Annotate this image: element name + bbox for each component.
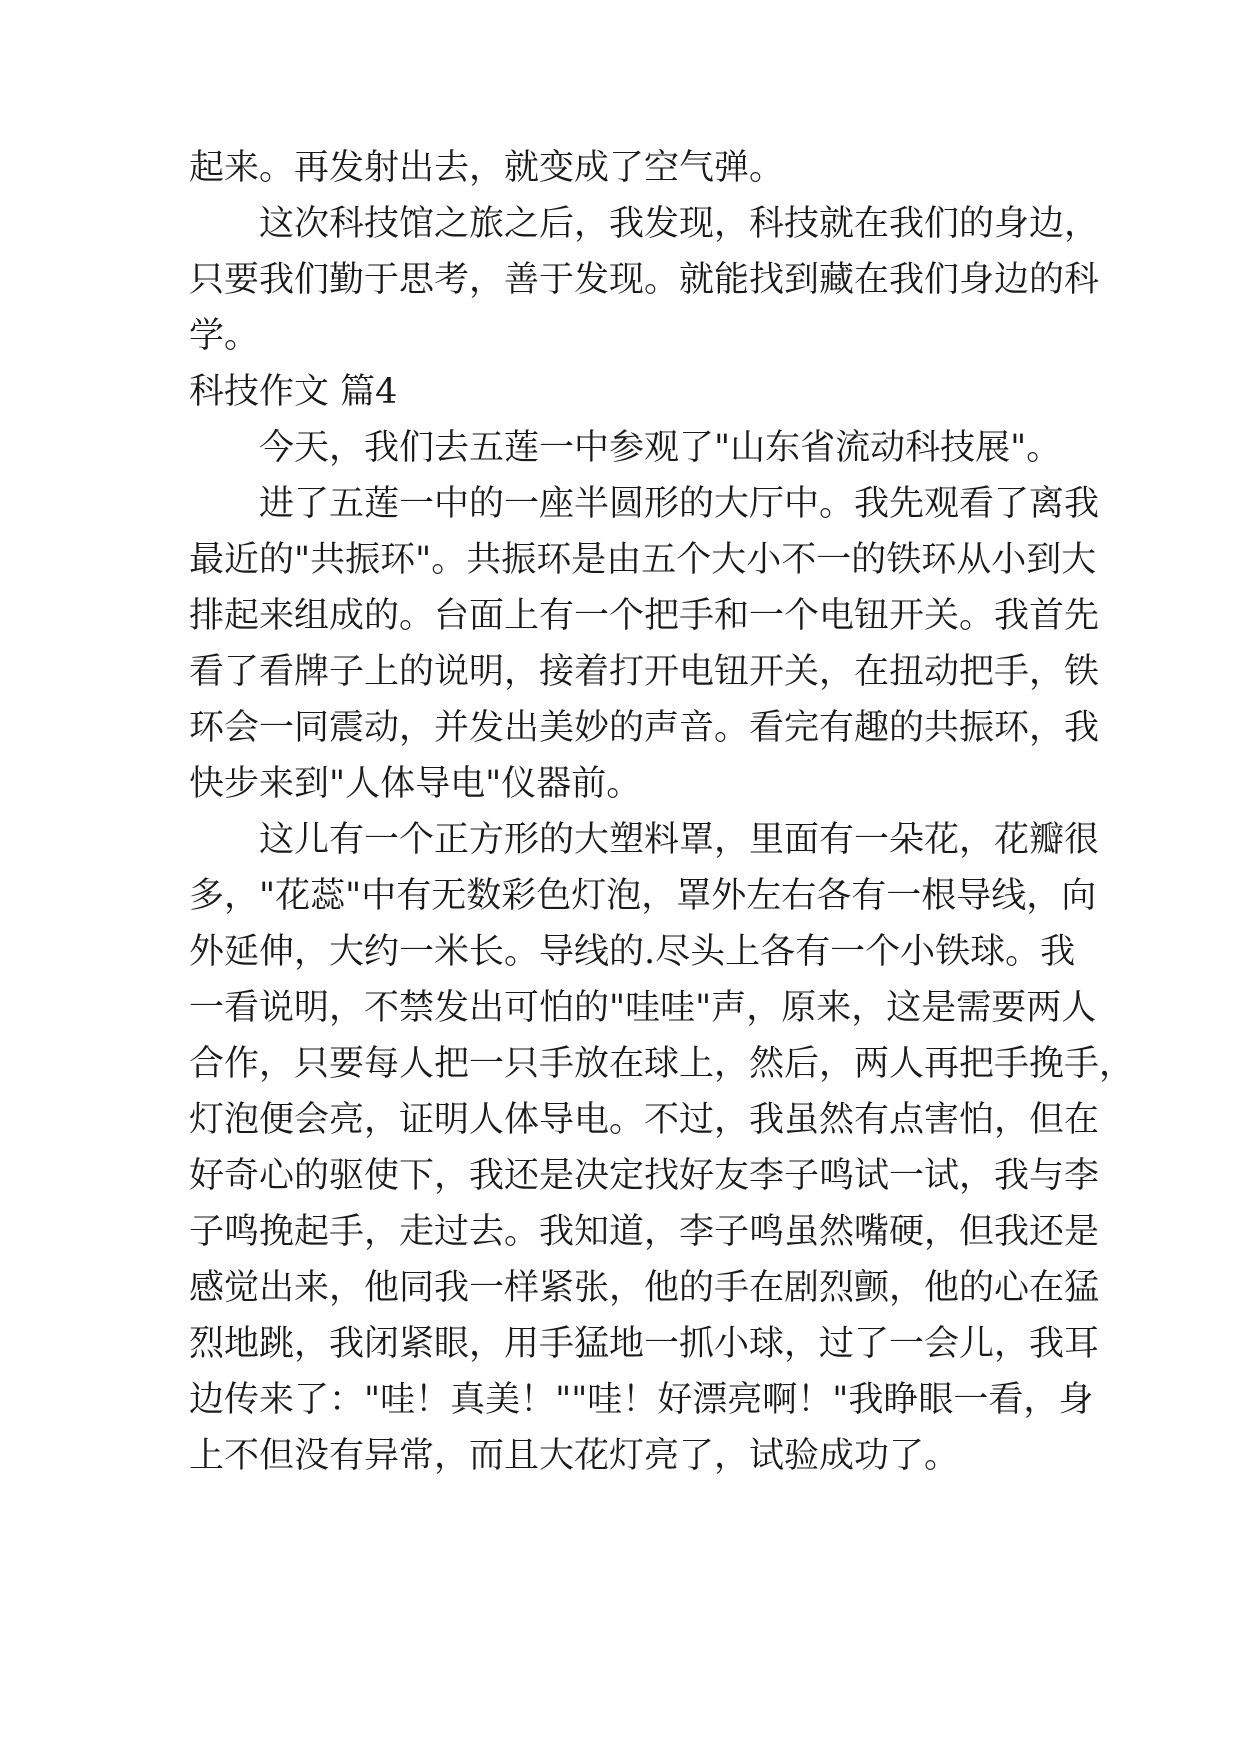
text-line-22: 烈地跳，我闭紧眼，用手猛地一抓小球，过了一会儿，我耳: [189, 1324, 1100, 1364]
section-heading: 科技作文 篇4: [189, 372, 398, 412]
text-line-4: 学。: [189, 316, 260, 356]
text-line-9: 排起来组成的。台面上有一个把手和一个电钮开关。我首先: [189, 596, 1100, 636]
text-line-6: 今天，我们去五莲一中参观了"山东省流动科技展"。: [189, 428, 1062, 468]
text-line-16: 一看说明，不禁发出可怕的"哇哇"声，原来，这是需要两人: [189, 988, 1097, 1028]
text-line-7: 进了五莲一中的一座半圆形的大厅中。我先观看了离我: [189, 484, 1100, 524]
text-line-23: 边传来了："哇！真美！""哇！好漂亮啊！"我睁眼一看，身: [189, 1380, 1094, 1420]
text-line-2: 这次科技馆之旅之后，我发现，科技就在我们的身边，: [189, 204, 1100, 244]
text-line-19: 好奇心的驱使下，我还是决定找好友李子鸣试一试，我与李: [189, 1156, 1100, 1196]
text-line-21: 感觉出来，他同我一样紧张，他的手在剧烈颤，他的心在猛: [189, 1268, 1100, 1308]
text-line-20: 子鸣挽起手，走过去。我知道，李子鸣虽然嘴硬，但我还是: [189, 1212, 1100, 1252]
text-line-15: 外延伸，大约一米长。导线的.尽头上各有一个小铁球。我: [189, 932, 1076, 972]
text-line-24: 上不但没有异常，而且大花灯亮了，试验成功了。: [189, 1436, 960, 1476]
text-line-10: 看了看牌子上的说明，接着打开电钮开关，在扭动把手，铁: [189, 652, 1100, 692]
text-line-1: 起来。再发射出去，就变成了空气弹。: [189, 148, 785, 188]
text-line-8: 最近的"共振环"。共振环是由五个大小不一的铁环从小到大: [189, 540, 1097, 580]
text-line-12: 快步来到"人体导电"仪器前。: [189, 764, 642, 804]
text-line-17: 合作，只要每人把一只手放在球上，然后，两人再把手挽手，: [189, 1044, 1135, 1084]
text-line-13: 这儿有一个正方形的大塑料罩，里面有一朵花，花瓣很: [189, 820, 1100, 860]
text-line-14: 多，"花蕊"中有无数彩色灯泡，罩外左右各有一根导线，向: [189, 876, 1097, 916]
text-line-18: 灯泡便会亮，证明人体导电。不过，我虽然有点害怕，但在: [189, 1100, 1100, 1140]
text-line-3: 只要我们勤于思考，善于发现。就能找到藏在我们身边的科: [189, 260, 1100, 300]
text-line-11: 环会一同震动，并发出美妙的声音。看完有趣的共振环，我: [189, 708, 1100, 748]
